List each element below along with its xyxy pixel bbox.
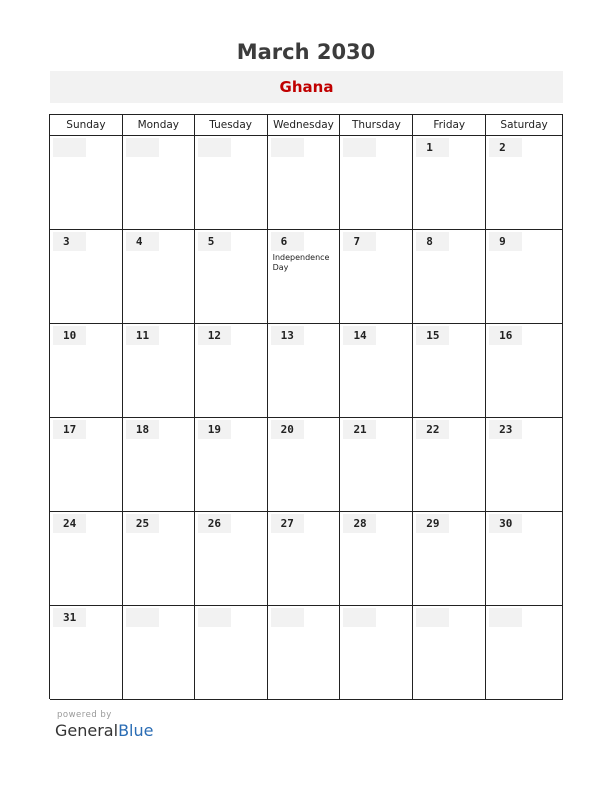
day-cell [195, 324, 268, 418]
empty-day-cell [123, 606, 195, 700]
day-number: 11 [126, 326, 159, 345]
day-number [271, 608, 304, 627]
day-number [489, 608, 522, 627]
day-number [343, 608, 376, 627]
day-cell [486, 136, 563, 230]
day-number: 22 [416, 420, 449, 439]
empty-day-cell [50, 136, 123, 230]
day-cell [413, 324, 486, 418]
day-cell [268, 512, 341, 606]
day-number: 24 [53, 514, 86, 533]
day-number: 2 [489, 138, 522, 157]
day-number: 25 [126, 514, 159, 533]
day-cell [486, 324, 563, 418]
weekday-header: Wednesday [268, 115, 341, 136]
weekday-header: Monday [123, 115, 195, 136]
day-number: 10 [53, 326, 86, 345]
day-cell [50, 512, 123, 606]
empty-day-cell [340, 606, 413, 700]
weekday-header: Tuesday [195, 115, 268, 136]
page-title: March 2030 [236, 40, 376, 64]
week-row [50, 512, 563, 606]
calendar-weeks [50, 136, 563, 700]
day-cell [486, 418, 563, 512]
empty-day-cell [123, 136, 195, 230]
week-row [50, 324, 563, 418]
logo-general-text: General [55, 721, 119, 740]
day-cell [123, 230, 195, 324]
day-number: 19 [198, 420, 231, 439]
country-banner [50, 71, 563, 103]
day-cell [413, 230, 486, 324]
day-cell [486, 230, 563, 324]
day-number: 12 [198, 326, 231, 345]
day-number: 6 [271, 232, 304, 251]
day-number: 26 [198, 514, 231, 533]
day-cell [195, 418, 268, 512]
day-cell [268, 418, 341, 512]
empty-day-cell [486, 606, 563, 700]
calendar-grid [49, 114, 563, 699]
day-number: 13 [271, 326, 304, 345]
day-number: 14 [343, 326, 376, 345]
day-number: 31 [53, 608, 86, 627]
week-row [50, 418, 563, 512]
day-cell [413, 418, 486, 512]
day-cell [413, 512, 486, 606]
day-number [198, 138, 231, 157]
generalblue-logo [55, 721, 153, 740]
holiday-label: Independence Day [272, 253, 330, 272]
day-cell [340, 512, 413, 606]
empty-day-cell [195, 136, 268, 230]
day-number: 15 [416, 326, 449, 345]
day-number: 21 [343, 420, 376, 439]
empty-day-cell [268, 606, 341, 700]
day-cell [340, 230, 413, 324]
day-number: 20 [271, 420, 304, 439]
day-cell [50, 606, 123, 700]
day-number: 30 [489, 514, 522, 533]
day-number [271, 138, 304, 157]
weekday-header: Saturday [486, 115, 563, 136]
day-number: 8 [416, 232, 449, 251]
day-number [53, 138, 86, 157]
day-cell [486, 512, 563, 606]
week-row [50, 230, 563, 324]
day-cell [268, 230, 341, 324]
day-number [126, 138, 159, 157]
day-number: 5 [198, 232, 231, 251]
weekday-header: Thursday [340, 115, 413, 136]
day-number: 1 [416, 138, 449, 157]
country-label: Ghana [279, 78, 334, 96]
day-number: 23 [489, 420, 522, 439]
empty-day-cell [413, 606, 486, 700]
day-cell [50, 418, 123, 512]
day-number: 7 [343, 232, 376, 251]
weekday-header: Friday [413, 115, 486, 136]
week-row [50, 606, 563, 700]
day-number [126, 608, 159, 627]
day-cell [50, 324, 123, 418]
day-cell [195, 512, 268, 606]
day-number [198, 608, 231, 627]
day-cell [50, 230, 123, 324]
week-row [50, 136, 563, 230]
day-cell [268, 324, 341, 418]
day-number [416, 608, 449, 627]
day-cell [340, 324, 413, 418]
logo-blue-text: Blue [118, 721, 154, 740]
powered-by-text: powered by [57, 710, 112, 720]
weekday-header-row [50, 115, 563, 136]
day-number: 16 [489, 326, 522, 345]
day-cell [340, 418, 413, 512]
day-cell [123, 324, 195, 418]
day-cell [123, 418, 195, 512]
empty-day-cell [195, 606, 268, 700]
day-number: 27 [271, 514, 304, 533]
day-number: 4 [126, 232, 159, 251]
empty-day-cell [340, 136, 413, 230]
day-number: 18 [126, 420, 159, 439]
day-number: 29 [416, 514, 449, 533]
day-cell [413, 136, 486, 230]
day-number [343, 138, 376, 157]
day-number: 9 [489, 232, 522, 251]
day-cell [123, 512, 195, 606]
day-number: 17 [53, 420, 86, 439]
day-cell [195, 230, 268, 324]
day-number: 28 [343, 514, 376, 533]
empty-day-cell [268, 136, 341, 230]
day-number: 3 [53, 232, 86, 251]
weekday-header: Sunday [50, 115, 123, 136]
